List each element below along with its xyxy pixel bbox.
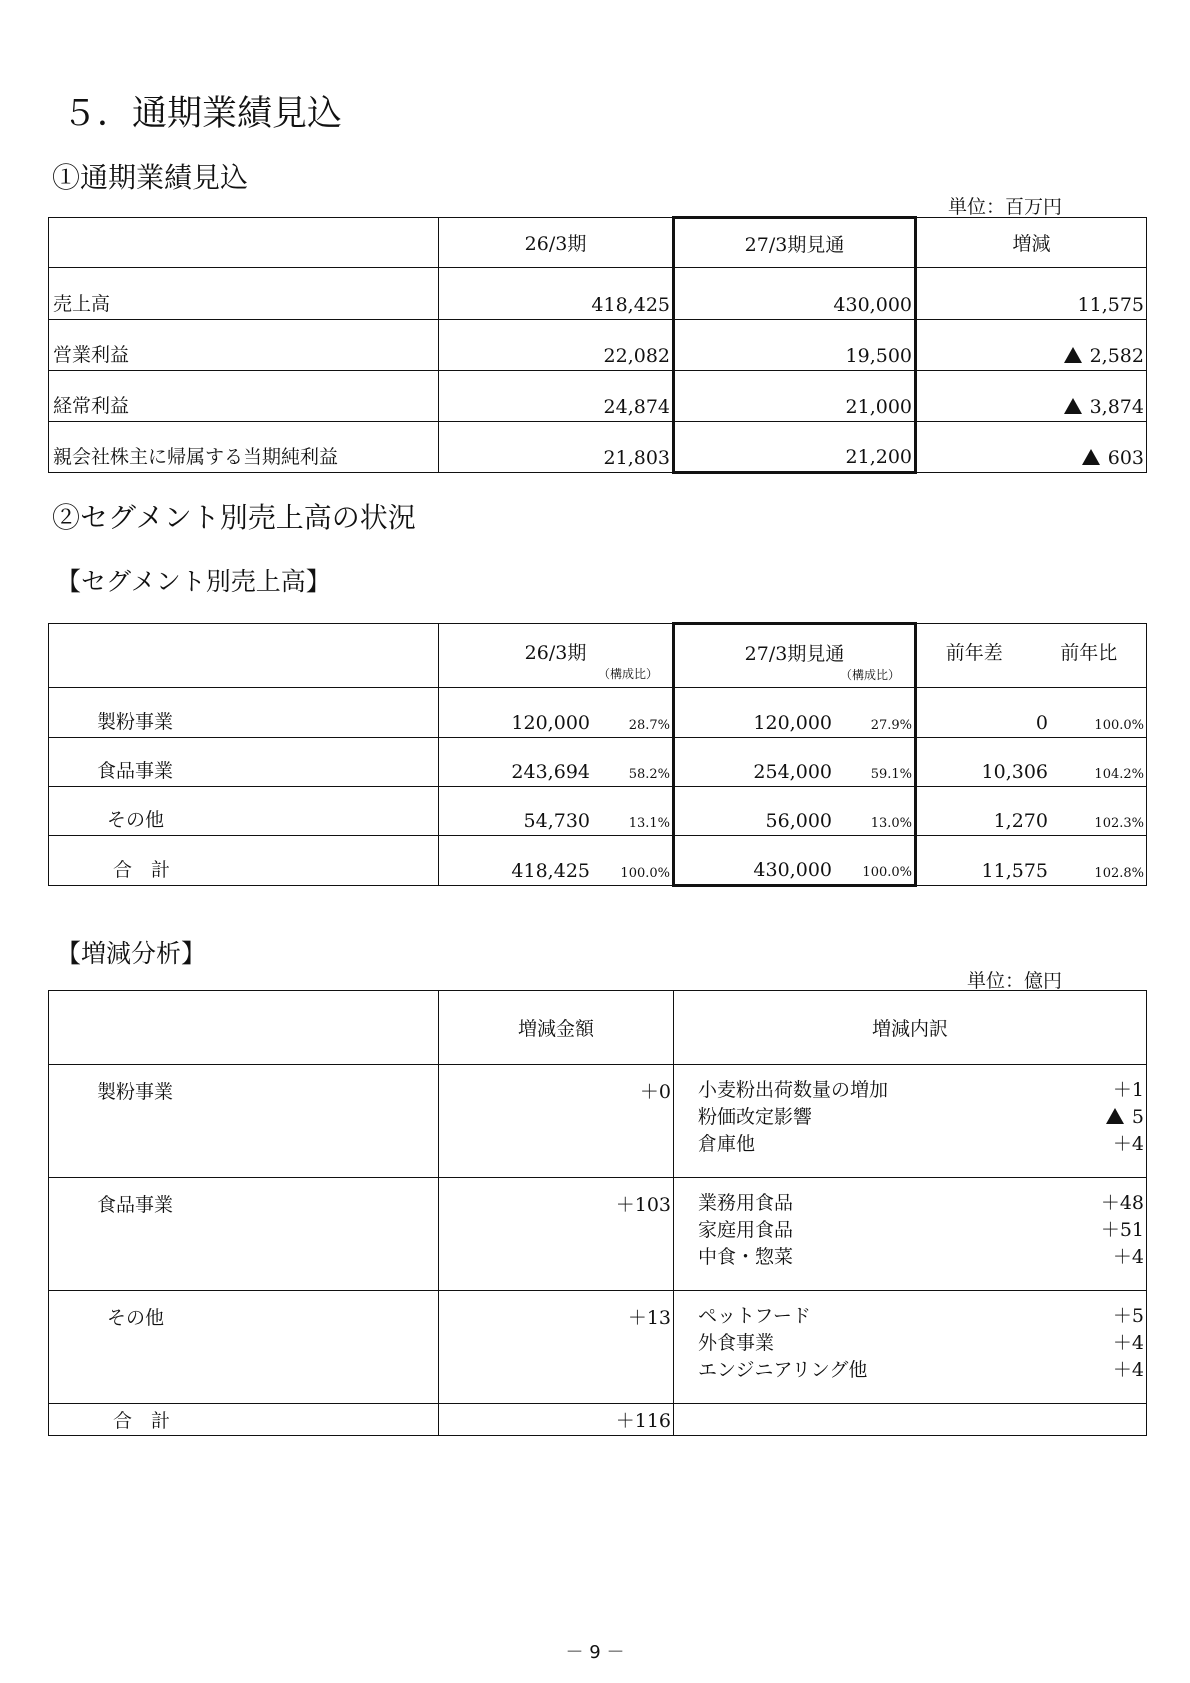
decrease-triangle-icon [1106,1108,1124,1124]
row-label: 親会社株主に帰属する当期純利益 [49,422,439,473]
analysis-subtitle: 【増減分析】 [56,939,207,968]
row-label: 食品事業 [49,738,439,787]
row-p1 [439,836,674,886]
detail-item [698,1303,1144,1330]
diff-value: 11,575 [1077,294,1144,316]
row-value-p1: 120,000 [511,712,590,734]
segment-header-p2-label: 27/3期見通 [744,643,845,665]
diff-value: 603 [1107,447,1144,469]
detail-item-name: 倉庫他 [698,1133,756,1155]
row-label: その他 [49,1291,439,1404]
detail-item [698,1330,1144,1357]
row-detail [674,1291,1147,1404]
segment-header-blank [49,624,439,688]
row-value-p2: 21,200 [674,422,916,473]
analysis-header-amount: 増減金額 [439,991,674,1065]
row-label: 食品事業 [49,1178,439,1291]
row-label: 製粉事業 [49,1065,439,1178]
row-value-p1: 418,425 [439,268,674,320]
table-row [49,268,1147,320]
table-row [49,688,1147,738]
diff-value: 2,582 [1089,345,1144,367]
row-diff [916,320,1147,371]
segment-title: ②セグメント別売上高の状況 [52,501,416,534]
row-detail [674,1065,1147,1178]
detail-item [698,1104,1144,1131]
segment-header-yoy: 前年比 [1060,642,1118,664]
segment-header-p1 [439,624,674,688]
row-label: 経常利益 [49,371,439,422]
row-p2 [674,738,916,787]
forecast-header-blank [49,218,439,268]
row-value-p1: 418,425 [511,860,590,882]
row-value-p2: 19,500 [674,320,916,371]
detail-item [698,1077,1144,1104]
detail-item-value: ＋51 [1100,1219,1144,1241]
row-label: 売上高 [49,268,439,320]
detail-item-name: 業務用食品 [698,1192,794,1214]
analysis-header-blank [49,991,439,1065]
segment-subtitle: 【セグメント別売上高】 [56,567,331,596]
row-label: 製粉事業 [49,688,439,738]
row-value-p1: 54,730 [523,810,590,832]
table-row [49,738,1147,787]
diff-value: 3,874 [1089,396,1144,418]
row-value-p1: 21,803 [439,422,674,473]
detail-item-value: ＋4 [1112,1133,1144,1155]
detail-item-name: 外食事業 [698,1332,775,1354]
row-amount: ＋103 [439,1178,674,1291]
row-amount: ＋13 [439,1291,674,1404]
row-ratio-p2: 13.0% [870,816,912,831]
row-amount: ＋116 [439,1404,674,1436]
row-yoy: 102.3% [1094,816,1144,831]
row-diff-yoy [916,787,1147,836]
row-value-p2: 254,000 [753,761,832,783]
detail-item-value: ＋4 [1112,1332,1144,1354]
page-number: － 9 － [565,1642,625,1663]
table-row [49,1404,1147,1436]
table-row [49,422,1147,473]
row-diff: 11,575 [981,860,1048,882]
analysis-unit: 単位：億円 [966,970,1062,992]
row-diff [916,371,1147,422]
row-yoy: 100.0% [1094,718,1144,733]
row-yoy: 104.2% [1094,767,1144,782]
row-p2 [674,787,916,836]
detail-item [698,1131,1144,1158]
segment-header-diff: 前年差 [945,642,1003,664]
row-value-p2: 430,000 [674,268,916,320]
segment-header-p1-ratio: （構成比） [597,667,658,681]
segment-table [48,622,1147,887]
row-value-p2: 430,000 [753,859,832,881]
row-p1 [439,738,674,787]
row-value-p2: 21,000 [674,371,916,422]
forecast-title: ①通期業績見込 [52,161,249,194]
row-detail [674,1404,1147,1436]
row-value-p1: 243,694 [511,761,590,783]
detail-item-name: 中食・惣菜 [698,1246,794,1268]
segment-header-p2-ratio: （構成比） [839,668,900,682]
table-row [49,320,1147,371]
segment-header-p2 [674,624,916,688]
detail-item-value: 5 [1131,1106,1144,1128]
table-row [49,371,1147,422]
row-diff: 10,306 [981,761,1048,783]
table-row [49,1291,1147,1404]
table-row [49,1065,1147,1178]
forecast-header-p1: 26/3期 [439,218,674,268]
row-diff [916,422,1147,473]
row-ratio-p2: 100.0% [862,865,912,880]
analysis-table [48,990,1147,1436]
row-value-p2: 56,000 [765,810,832,832]
row-value-p1: 24,874 [439,371,674,422]
row-diff: 0 [1035,712,1048,734]
row-label: 合 計 [49,836,439,886]
detail-item [698,1357,1144,1384]
row-p2 [674,688,916,738]
row-diff: 1,270 [993,810,1048,832]
analysis-header-detail: 増減内訳 [674,991,1147,1065]
decrease-triangle-icon [1064,398,1082,414]
detail-item-name: 家庭用食品 [698,1219,794,1241]
detail-item-value: ＋1 [1112,1079,1144,1101]
detail-item-name: 粉価改定影響 [698,1106,813,1128]
detail-item-value: ＋4 [1112,1246,1144,1268]
detail-item-value-wrap [1106,1104,1144,1131]
row-label: 合 計 [49,1404,439,1436]
row-amount: ＋0 [439,1065,674,1178]
row-value-p1: 22,082 [439,320,674,371]
row-diff [916,268,1147,320]
table-row [49,836,1147,886]
forecast-unit: 単位：百万円 [947,196,1062,218]
detail-item [698,1244,1144,1271]
table-row [49,787,1147,836]
detail-item-value: ＋48 [1100,1192,1144,1214]
row-label: 営業利益 [49,320,439,371]
table-row [49,1178,1147,1291]
row-ratio-p2: 59.1% [870,767,912,782]
row-yoy: 102.8% [1094,866,1144,881]
section-title: ５．通期業績見込 [62,94,343,134]
row-ratio-p1: 28.7% [628,718,670,733]
forecast-table [48,216,1147,474]
row-p2 [674,836,916,886]
row-detail [674,1178,1147,1291]
detail-item-value: ＋5 [1112,1305,1144,1327]
detail-item [698,1217,1144,1244]
row-p1 [439,787,674,836]
row-diff-yoy [916,688,1147,738]
detail-item [698,1190,1144,1217]
segment-header-diff-yoy [916,624,1147,688]
detail-item-name: エンジニアリング他 [698,1359,868,1381]
row-ratio-p2: 27.9% [870,718,912,733]
row-ratio-p1: 13.1% [628,816,670,831]
decrease-triangle-icon [1082,449,1100,465]
forecast-header-diff: 増減 [916,218,1147,268]
detail-item-name: ペットフード [698,1305,811,1327]
row-p1 [439,688,674,738]
row-label: その他 [49,787,439,836]
segment-header-p1-label: 26/3期 [524,642,587,664]
detail-item-value: ＋4 [1112,1359,1144,1381]
detail-item-name: 小麦粉出荷数量の増加 [698,1079,889,1101]
decrease-triangle-icon [1064,347,1082,363]
row-diff-yoy [916,738,1147,787]
row-diff-yoy [916,836,1147,886]
row-ratio-p1: 58.2% [628,767,670,782]
forecast-header-p2: 27/3期見通 [674,218,916,268]
row-value-p2: 120,000 [753,712,832,734]
row-ratio-p1: 100.0% [620,866,670,881]
